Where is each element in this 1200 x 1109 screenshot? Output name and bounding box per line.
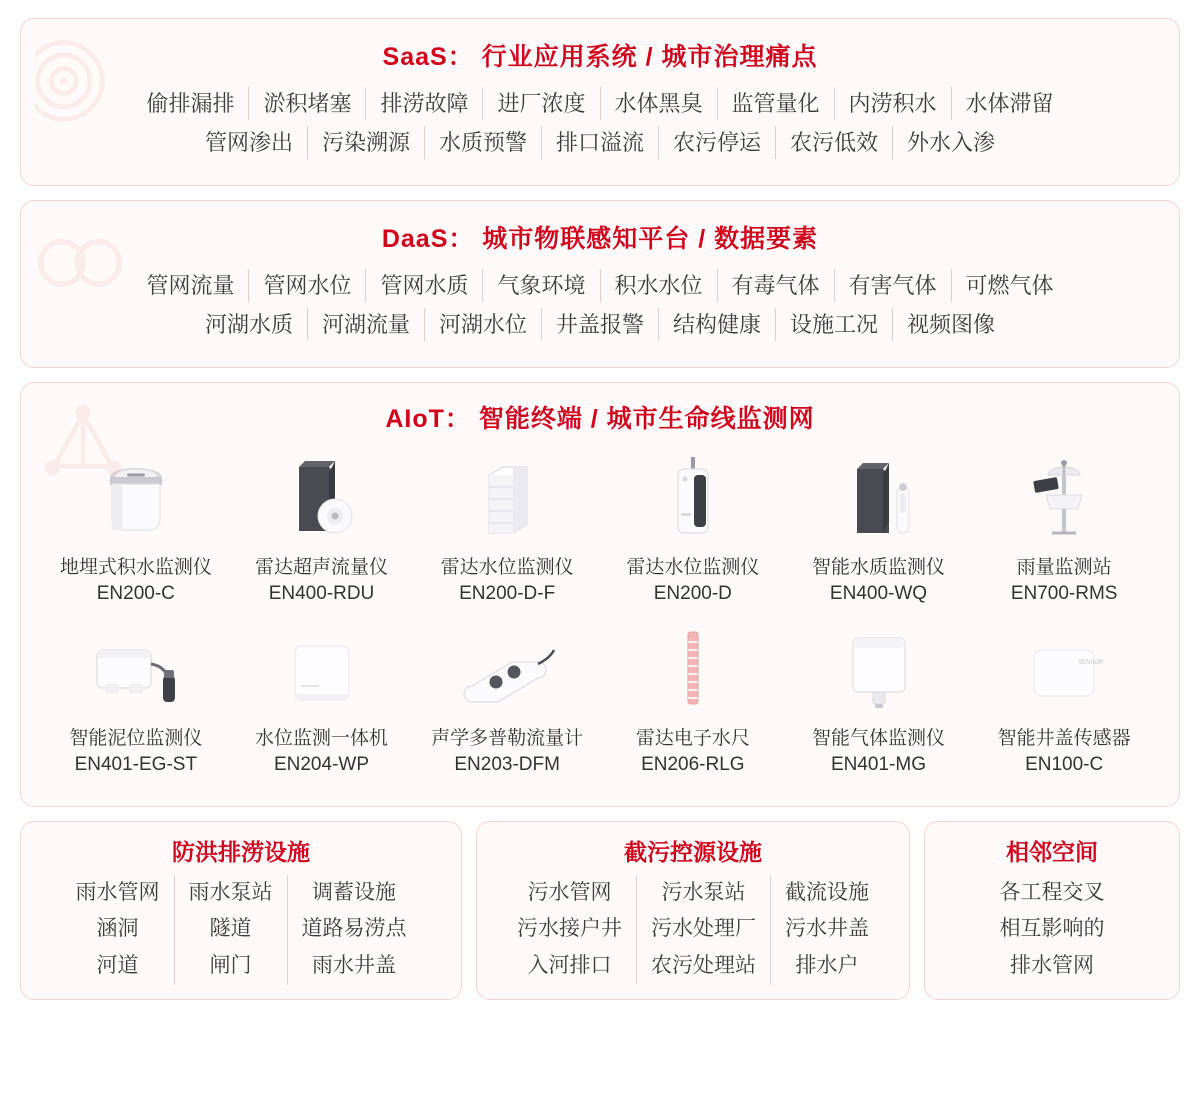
radar-ultrasonic-flowmeter-icon <box>273 453 369 545</box>
device-name: 智能井盖传感器 <box>997 728 1131 750</box>
flood-control-panel <box>20 821 462 1000</box>
saas-tag-row-1 <box>43 87 1157 120</box>
facilities-row <box>20 821 1180 1000</box>
device-model: EN100-C <box>1025 753 1104 775</box>
tag: 视频图像 <box>892 308 1009 341</box>
tag: 河湖水质 <box>204 312 293 337</box>
cell: 涵洞 <box>96 917 139 941</box>
tag: 管网水位 <box>248 269 365 302</box>
sewage-control-title: 截污控源设施 <box>624 838 762 865</box>
tag: 有害气体 <box>834 269 951 302</box>
tag: 有毒气体 <box>717 269 834 302</box>
flood-control-columns <box>31 875 451 985</box>
tag: 可燃气体 <box>951 269 1068 302</box>
radar-level-meter-f-icon <box>467 453 547 545</box>
aiot-panel <box>20 382 1180 807</box>
device-card <box>971 449 1157 616</box>
cell: 农污处理站 <box>651 954 756 978</box>
cell: 污水处理厂 <box>651 917 756 941</box>
cell: 闸门 <box>209 954 252 978</box>
saas-title: SaaS： 行业应用系统 / 城市治理痛点 <box>382 43 818 71</box>
device-name: 雨量监测站 <box>1016 557 1112 578</box>
device-name: 水位监测一体机 <box>254 728 388 750</box>
cell: 相互影响的 <box>999 917 1105 941</box>
column <box>62 875 174 985</box>
tag: 排口溢流 <box>541 126 658 159</box>
device-card <box>786 449 972 616</box>
tag: 水质预警 <box>424 126 541 159</box>
cell: 污水接户井 <box>517 917 622 941</box>
gas-monitor-icon <box>835 624 921 716</box>
device-card <box>229 449 415 616</box>
cell: 污水井盖 <box>785 917 869 941</box>
device-name: 智能泥位监测仪 <box>69 728 203 750</box>
cell: 排水户 <box>795 954 859 978</box>
device-name: 智能水质监测仪 <box>811 557 945 578</box>
cell: 隧道 <box>209 917 252 941</box>
tag: 农污停运 <box>658 126 775 159</box>
cell: 污水管网 <box>527 880 612 904</box>
tag: 井盖报警 <box>541 308 658 341</box>
device-card <box>43 620 229 787</box>
column <box>636 875 770 985</box>
column <box>770 875 883 985</box>
device-model: EN200-D-F <box>459 582 556 604</box>
adjacent-space-lines <box>935 875 1169 985</box>
tag: 管网流量 <box>146 273 235 298</box>
device-model: EN401-MG <box>830 753 926 775</box>
device-card <box>600 620 786 787</box>
tag: 结构健康 <box>658 308 775 341</box>
tag: 管网水质 <box>365 269 482 302</box>
device-model: EN200-C <box>96 582 175 604</box>
electronic-water-gauge-icon <box>673 624 713 716</box>
cell: 调蓄设施 <box>312 880 396 904</box>
cell: 排水管网 <box>1010 954 1094 978</box>
daas-tag-row-2 <box>43 308 1157 341</box>
cell: 道路易涝点 <box>301 917 407 941</box>
tag: 水体滞留 <box>951 87 1068 120</box>
tag: 淤积堵塞 <box>248 87 365 120</box>
adjacent-space-title: 相邻空间 <box>1006 838 1098 865</box>
device-card <box>971 620 1157 787</box>
device-model: EN200-D <box>653 582 732 604</box>
aiot-title: AIoT： 智能终端 / 城市生命线监测网 <box>385 405 815 433</box>
cell: 污水泵站 <box>661 880 746 904</box>
adjacent-space-panel <box>924 821 1180 1000</box>
device-name: 雷达水位监测仪 <box>626 557 760 578</box>
device-card <box>600 449 786 616</box>
tag: 内涝积水 <box>834 87 951 120</box>
integrated-level-monitor-icon <box>279 624 363 716</box>
saas-panel <box>20 18 1180 186</box>
rain-gauge-station-icon <box>1018 453 1110 545</box>
flood-control-title: 防洪排涝设施 <box>172 838 310 865</box>
device-name: 雷达水位监测仪 <box>440 557 574 578</box>
device-model: EN204-WP <box>273 753 369 775</box>
tag: 气象环境 <box>482 269 599 302</box>
daas-panel <box>20 200 1180 368</box>
tag: 设施工况 <box>775 308 892 341</box>
device-model: EN400-WQ <box>829 582 928 604</box>
device-card <box>786 620 972 787</box>
device-card <box>414 449 600 616</box>
radar-level-meter-icon <box>658 453 728 545</box>
device-card <box>229 620 415 787</box>
device-grid <box>43 449 1157 788</box>
device-model: EN401-EG-ST <box>74 753 198 775</box>
tag: 水体黑臭 <box>600 87 717 120</box>
cell: 入河排口 <box>527 954 612 978</box>
device-model: EN203-DFM <box>454 753 560 775</box>
sludge-level-monitor-icon <box>81 624 191 716</box>
cell: 各工程交叉 <box>999 880 1105 904</box>
device-name: 声学多普勒流量计 <box>431 728 584 750</box>
tag: 监管量化 <box>717 87 834 120</box>
device-card <box>43 449 229 616</box>
sewage-control-columns <box>487 875 899 985</box>
tag: 积水水位 <box>600 269 717 302</box>
tag: 河湖水位 <box>424 308 541 341</box>
water-quality-monitor-icon <box>831 453 925 545</box>
svg-text:SENSOR: SENSOR <box>1078 660 1104 667</box>
tag: 河湖流量 <box>307 308 424 341</box>
tag: 排涝故障 <box>365 87 482 120</box>
device-name: 地埋式积水监测仪 <box>59 557 212 578</box>
cell: 河道 <box>96 954 139 978</box>
tag: 污染溯源 <box>307 126 424 159</box>
tag: 管网渗出 <box>204 130 293 155</box>
daas-title: DaaS： 城市物联感知平台 / 数据要素 <box>381 225 819 253</box>
tag: 外水入渗 <box>892 126 1009 159</box>
device-model: EN400-RDU <box>268 582 375 604</box>
column <box>174 875 287 985</box>
device-model: EN700-RMS <box>1010 582 1118 604</box>
cell: 雨水管网 <box>75 880 160 904</box>
tag: 进厂浓度 <box>482 87 599 120</box>
device-card <box>414 620 600 787</box>
tag: 偷排漏排 <box>146 91 235 116</box>
device-name: 智能气体监测仪 <box>811 728 945 750</box>
buried-water-level-sensor-icon <box>97 453 175 545</box>
cell: 雨水井盖 <box>312 954 396 978</box>
cell: 雨水泵站 <box>188 880 273 904</box>
device-name: 雷达超声流量仪 <box>254 557 388 578</box>
daas-tag-row-1 <box>43 269 1157 302</box>
doppler-flowmeter-icon <box>452 624 562 716</box>
device-model: EN206-RLG <box>641 753 745 775</box>
column <box>503 875 636 985</box>
device-name: 雷达电子水尺 <box>635 728 750 750</box>
cell: 截流设施 <box>785 880 869 904</box>
sewage-control-panel <box>476 821 910 1000</box>
column <box>287 875 421 985</box>
manhole-cover-sensor-icon <box>1020 624 1108 716</box>
saas-tag-row-2 <box>43 126 1157 159</box>
tag: 农污低效 <box>775 126 892 159</box>
